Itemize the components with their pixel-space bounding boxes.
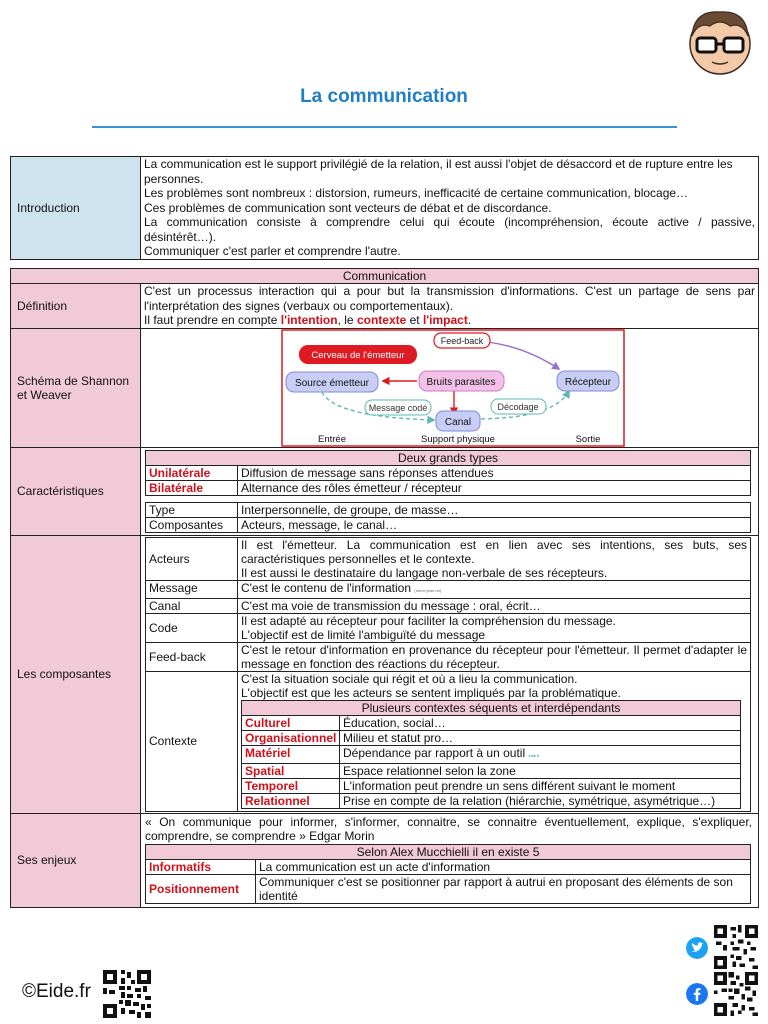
contextes-header: Plusieurs contextes séquents et interdépendants — [242, 700, 741, 715]
enjeu-desc: La communication est un acte d'information — [256, 859, 751, 874]
enjeux-label: Ses enjeux — [11, 813, 141, 907]
composantes-label: Les composantes — [11, 535, 141, 813]
contexte-item-name: Matériel — [242, 745, 340, 763]
node-message-code — [365, 400, 431, 415]
code-line: L'objectif est de limité l'ambiguïté du message — [241, 627, 486, 642]
types-table — [145, 450, 751, 496]
definition-label: Définition — [11, 284, 141, 329]
twitter-icon[interactable] — [686, 937, 708, 959]
contexte-item-name: Organisationnel — [242, 730, 340, 745]
type-desc: Diffusion de message sans réponses attendues — [238, 465, 751, 480]
contexte-item-desc — [340, 745, 741, 763]
definition-line — [144, 313, 755, 328]
facebook-icon[interactable] — [686, 983, 708, 1005]
page-title: La communication — [300, 86, 468, 107]
contexte-item-name: Relationnel — [242, 793, 340, 808]
intro-line: La communication est le support privilégié de la relation, il est aussi l'objet de désaccord et de rupture entre les personnes. — [144, 157, 733, 186]
label-entree: Entrée — [318, 433, 346, 445]
type-desc: Alternance des rôles émetteur / récepteur — [238, 480, 751, 495]
row-name: Composantes — [146, 517, 238, 532]
qr-code-icon[interactable] — [103, 970, 151, 1018]
type-name: Bilatérale — [146, 480, 238, 495]
contexte-item-desc: Éducation, social… — [340, 715, 741, 730]
enjeux-header: Selon Alex Mucchielli il en existe 5 — [146, 844, 751, 859]
acteurs-line: Il est aussi le destinataire du langage non-verbale de ses récepteurs. — [241, 565, 608, 580]
message-tiny-note: (merci jean-mi) — [414, 587, 442, 593]
feedback-label: Feed-back — [146, 642, 238, 671]
definition-text: et — [406, 313, 423, 327]
enjeux-cell — [141, 813, 759, 907]
node-cerveau — [299, 345, 417, 364]
caracteristiques-cell — [141, 447, 759, 535]
definition-content — [141, 284, 759, 329]
node-canal — [436, 411, 480, 431]
contexte-line: C'est la situation sociale qui régit et où a lieu la communication. — [241, 671, 578, 686]
node-bruits-label: Bruits parasites — [426, 376, 496, 388]
materiel-tiny-link: eide.fr — [528, 752, 540, 758]
label-sortie: Sortie — [575, 433, 601, 445]
enjeu-name: Positionnement — [146, 874, 256, 903]
title-divider — [92, 126, 677, 128]
enjeux-quote: « On communique pour informer, s'informer, connaitre, se connaitre éventuellement, explique, s'expliquer, comprendre, se comprendre » Edgar Morin — [145, 814, 752, 843]
type-composantes-table — [145, 502, 751, 533]
author-avatar-icon — [684, 6, 756, 80]
shannon-weaver-diagram — [144, 329, 762, 447]
caracteristiques-label: Caractéristiques — [11, 447, 141, 535]
contexte-desc — [238, 671, 751, 811]
keyword-impact: l'impact — [422, 313, 468, 327]
type-name: Unilatérale — [146, 465, 238, 480]
enjeux-table — [145, 844, 751, 904]
contexte-item-name: Culturel — [242, 715, 340, 730]
intro-line: Ces problèmes de communication sont vecteurs de débat et de discordance. — [144, 200, 552, 215]
label-support: Support physique — [421, 433, 495, 445]
contexte-item-name: Spatial — [242, 763, 340, 778]
contexte-item-desc: Milieu et statut pro… — [340, 730, 741, 745]
table-header: Communication — [11, 269, 759, 284]
message-text: C'est le contenu de l'information — [241, 580, 412, 595]
schema-cell — [141, 328, 759, 447]
node-recepteur-label: Récepteur — [564, 376, 612, 388]
code-label: Code — [146, 613, 238, 642]
node-bruits — [419, 371, 504, 391]
intro-line: La communication consiste à comprendre celui qui écoute (incompréhension, écoute active / passive, désintérêt…). — [144, 215, 755, 244]
node-decodage — [491, 399, 546, 414]
composantes-table — [145, 537, 751, 812]
schema-label: Schéma de Shannon et Weaver — [11, 328, 141, 447]
contexte-label: Contexte — [146, 671, 238, 811]
keyword-intention: l'intention — [280, 313, 338, 327]
facebook-qr-icon[interactable] — [714, 972, 758, 1016]
feedback-desc: C'est le retour d'information en provenance du récepteur pour l'émetteur. Il permet d'adapter le message en fonction des réactions du récepteur. — [238, 642, 751, 671]
node-source-label: Source émetteur — [295, 377, 369, 389]
footer-brand[interactable]: ©Eide.fr — [22, 981, 91, 1002]
message-label: Message — [146, 580, 238, 598]
definition-text: . — [467, 313, 472, 327]
node-recepteur — [557, 371, 619, 391]
definition-text: , le — [337, 313, 357, 327]
node-canal-label: Canal — [444, 416, 472, 428]
contexte-line: L'objectif est que les acteurs se sentent impliqués par la problématique. — [241, 685, 621, 700]
node-decodage-label: Décodage — [497, 401, 539, 412]
twitter-qr-icon[interactable] — [714, 925, 758, 969]
node-feedback — [434, 333, 490, 348]
keyword-contexte: contexte — [356, 313, 407, 327]
communication-table — [10, 268, 759, 908]
contexte-item-text: Dépendance par rapport à un outil — [343, 745, 526, 760]
types-header: Deux grands types — [146, 450, 751, 465]
node-message-code-label: Message codé — [368, 402, 428, 413]
row-desc: Acteurs, message, le canal… — [238, 517, 751, 532]
row-desc: Interpersonnelle, de groupe, de masse… — [238, 502, 751, 517]
intro-line: Les problèmes sont nombreux : distorsion, rumeurs, inefficacité de certaine communication, blocage… — [144, 186, 689, 200]
contexte-item-name: Temporel — [242, 778, 340, 793]
intro-content — [141, 157, 759, 260]
node-feedback-label: Feed-back — [440, 335, 484, 346]
node-source — [286, 372, 378, 392]
code-desc — [238, 613, 751, 642]
definition-line: C'est un processus interaction qui a pour but la transmission d'informations. C'est un partage de sens par l'interprétation des signes (verbaux ou comportementaux). — [144, 284, 755, 313]
acteurs-desc — [238, 537, 751, 580]
composantes-cell — [141, 535, 759, 813]
message-desc — [238, 580, 751, 598]
canal-desc: C'est ma voie de transmission du message : oral, écrit… — [238, 598, 751, 613]
contexte-item-desc: Espace relationnel selon la zone — [340, 763, 741, 778]
canal-label: Canal — [146, 598, 238, 613]
contextes-table — [241, 700, 741, 809]
intro-label: Introduction — [11, 157, 141, 260]
contexte-item-desc: Prise en compte de la relation (hiérarchie, symétrique, asymétrique…) — [340, 793, 741, 808]
enjeu-desc: Communiquer c'est se positionner par rapport à autrui en proposant des éléments de son identité — [256, 874, 751, 903]
acteurs-line: Il est l'émetteur. La communication est en lien avec ses intentions, ses buts, ses caractéristiques personnelles et le contexte. — [241, 537, 747, 566]
enjeu-name: Informatifs — [146, 859, 256, 874]
intro-line: Communiquer c'est parler et comprendre l'autre. — [144, 244, 401, 258]
node-cerveau-label: Cerveau de l'émetteur — [311, 349, 405, 361]
code-line: Il est adapté au récepteur pour faciliter la compréhension du message. — [241, 613, 616, 628]
acteurs-label: Acteurs — [146, 537, 238, 580]
row-name: Type — [146, 502, 238, 517]
intro-table — [10, 156, 759, 260]
contexte-item-desc: L'information peut prendre un sens différent suivant le moment — [340, 778, 741, 793]
definition-text: Il faut prendre en compte — [144, 313, 281, 327]
schema-diagram — [144, 329, 755, 447]
